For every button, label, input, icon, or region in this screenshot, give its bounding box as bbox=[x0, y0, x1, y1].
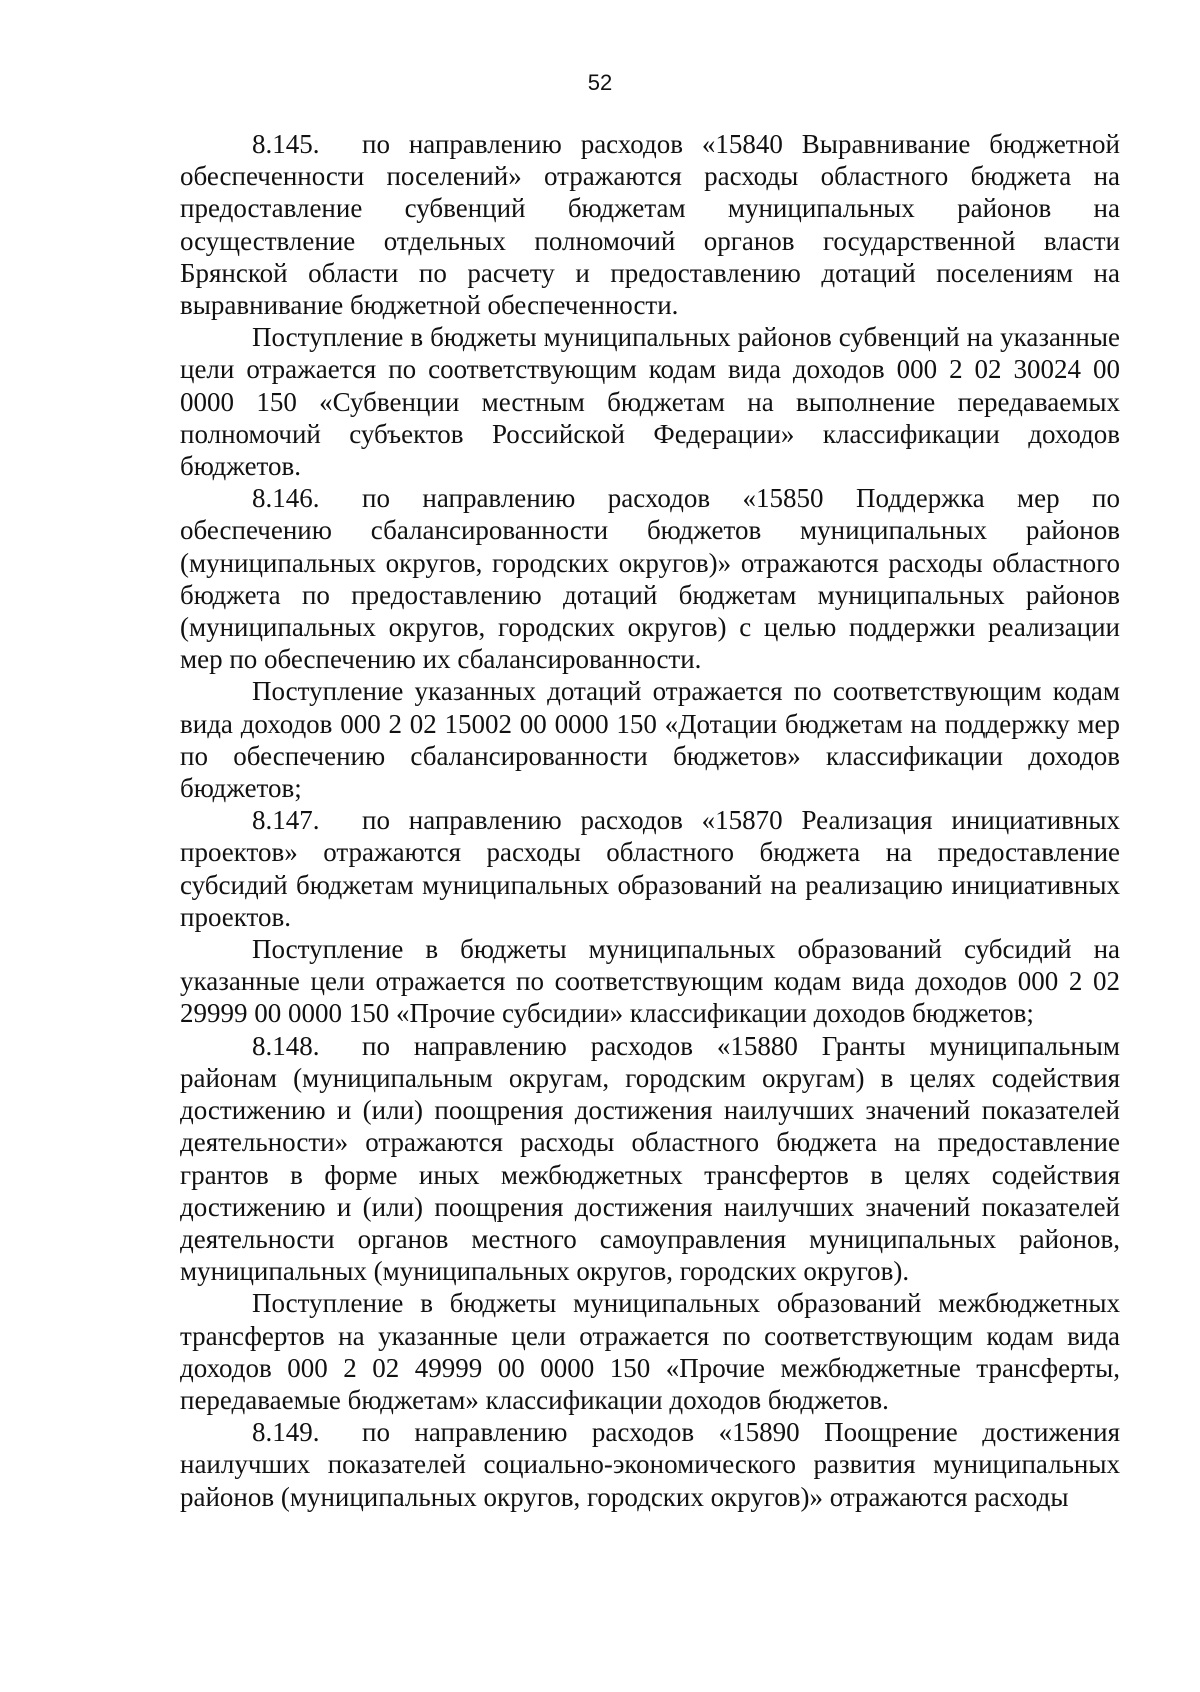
paragraph-8-147 bbox=[180, 804, 1120, 933]
paragraph-receipt: Поступление в бюджеты муниципальных образований межбюджетных трансфертов на указанные цели отражается по соответствующим кодам вида доходов 000 2 02 49999 00 0000 150 «Прочие межбюджетные трансферты, передаваемые бюджетам» классификации доходов бюджетов. bbox=[180, 1288, 1120, 1415]
item-number: 8.149. bbox=[252, 1417, 320, 1448]
paragraph-text: по направлению расходов «15840 Выравнивание бюджетной обеспеченности поселений» отражаются расходы областного бюджета на предоставление субвенций бюджетам муниципальных районов на осуществление отдельных полномочий органов государственной власти Брянской области по расчету и предоставлению дотаций поселениям на выравнивание бюджетной обеспеченности. bbox=[180, 129, 1120, 321]
item-number: 8.147. bbox=[252, 805, 320, 836]
paragraph-8-148 bbox=[180, 1030, 1120, 1288]
item-number: 8.146. bbox=[252, 483, 320, 514]
paragraph-8-149 bbox=[180, 1416, 1120, 1513]
paragraph-receipt: Поступление указанных дотаций отражается по соответствующим кодам вида доходов 000 2 02 15002 00 0000 150 «Дотации бюджетам на поддержку мер по обеспечению сбалансированности бюджетов» классификации доходов бюджетов; bbox=[180, 676, 1120, 804]
document-body bbox=[180, 128, 1120, 1513]
paragraph-8-146 bbox=[180, 482, 1120, 675]
paragraph-receipt: Поступление в бюджеты муниципальных районов субвенций на указанные цели отражается по соответствующим кодам вида доходов 000 2 02 30024 00 0000 150 «Субвенции местным бюджетам на выполнение передаваемых полномочий субъектов Российской Федерации» классификации доходов бюджетов. bbox=[180, 322, 1120, 482]
paragraph-text: по направлению расходов «15870 Реализация инициативных проектов» отражаются расходы областного бюджета на предоставление субсидий бюджетам муниципальных образований на реализацию инициативных проектов. bbox=[180, 805, 1120, 932]
paragraph-text: по направлению расходов «15890 Поощрение достижения наилучших показателей социально-экономического развития муниципальных районов (муниципальных округов, городских округов)» отражаются расходы bbox=[180, 1417, 1120, 1512]
page-number: 52 bbox=[587, 70, 613, 95]
paragraph-receipt: Поступление в бюджеты муниципальных образований субсидий на указанные цели отражается по соответствующим кодам вида доходов 000 2 02 29999 00 0000 150 «Прочие субсидии» классификации доходов бюджетов; bbox=[180, 934, 1120, 1029]
paragraph-text: по направлению расходов «15850 Поддержка мер по обеспечению сбалансированности бюджетов муниципальных районов (муниципальных округов, городских округов)» отражаются расходы областного бюджета по предоставлению дотаций бюджетам муниципальных районов (муниципальных округов, городских округов) с целью поддержки реализации мер по обеспечению их сбалансированности. bbox=[180, 483, 1120, 675]
paragraph-8-145 bbox=[180, 128, 1120, 321]
item-number: 8.145. bbox=[252, 129, 320, 159]
paragraph-text: по направлению расходов «15880 Гранты муниципальным районам (муниципальным округам, городским округам) в целях содействия достижению и (или) поощрения достижения наилучших значений показателей деятельности» отражаются расходы областного бюджета на предоставление грантов в форме иных межбюджетных трансфертов в целях содействия достижению и (или) поощрения достижения наилучших значений показателей деятельности органов местного самоуправления муниципальных районов, муниципальных (муниципальных округов, городских округов). bbox=[180, 1030, 1120, 1287]
item-number: 8.148. bbox=[252, 1030, 320, 1061]
